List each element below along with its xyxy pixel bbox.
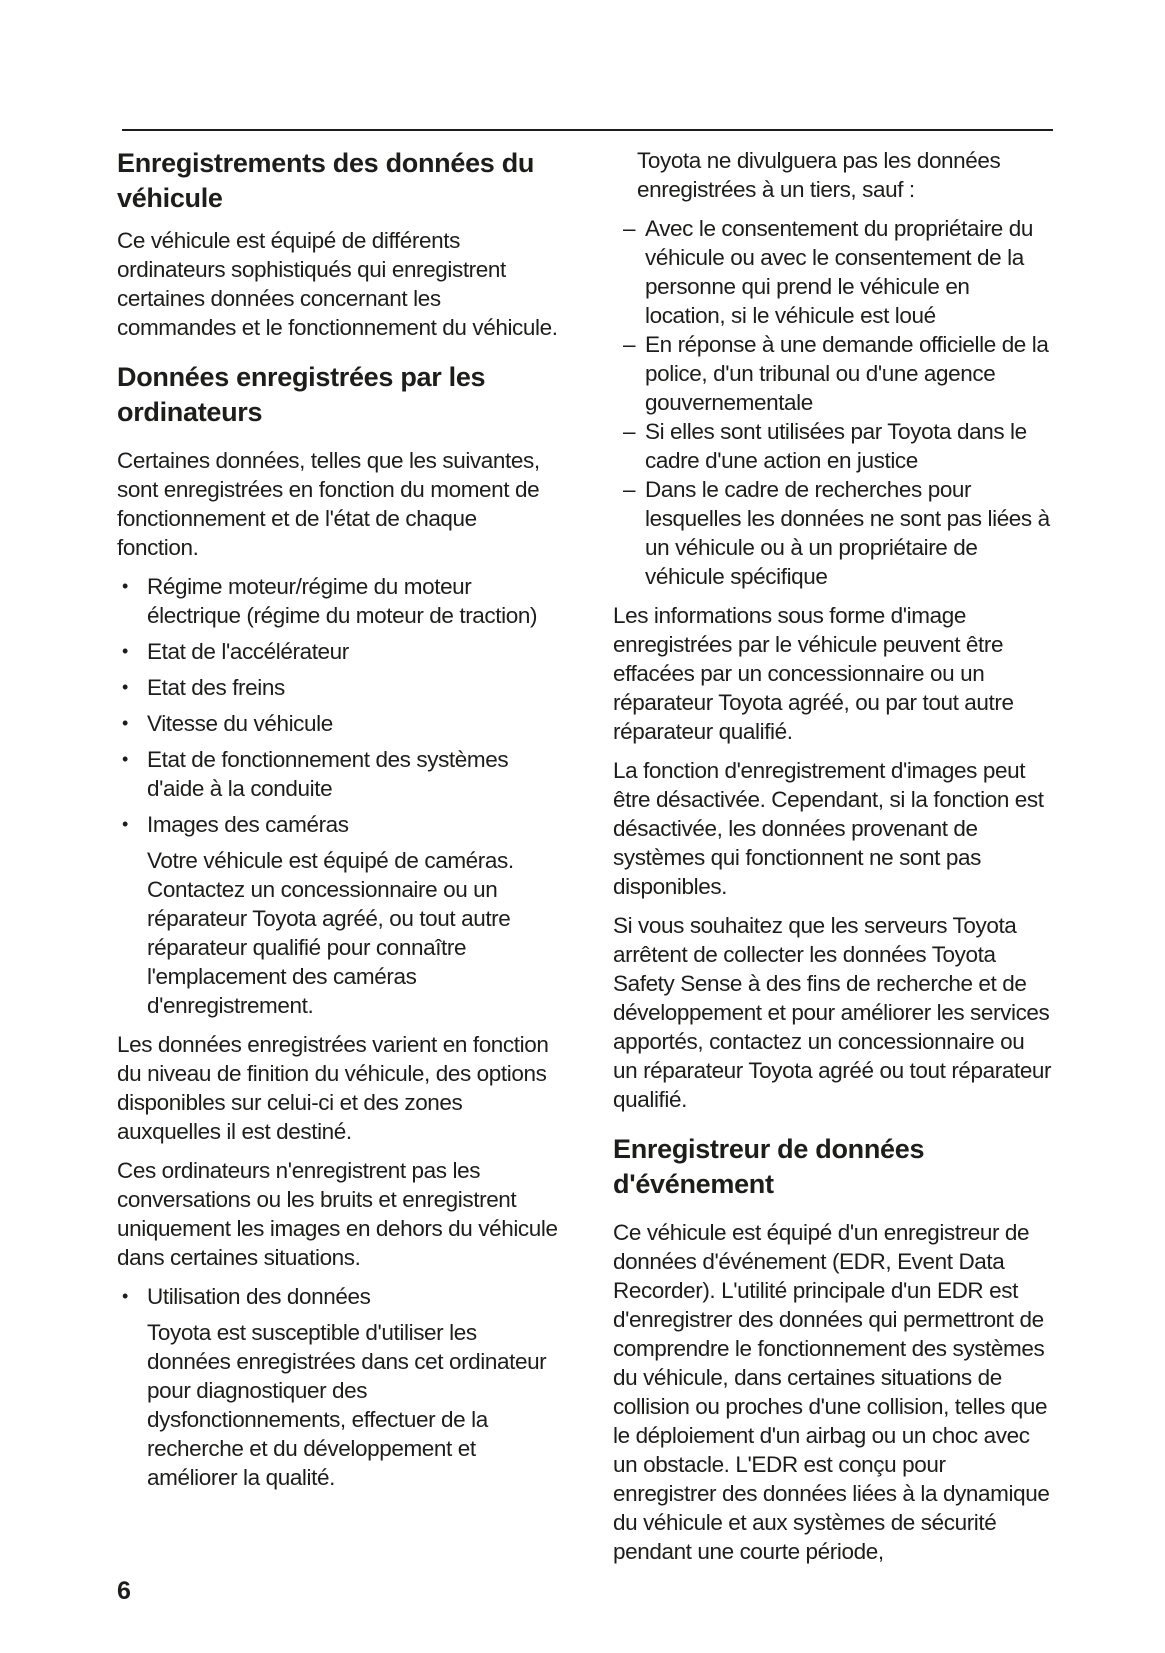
- dash-icon: –: [623, 216, 636, 241]
- list-item: [613, 417, 1053, 475]
- list-item: [613, 330, 1053, 417]
- list-item: [117, 1282, 562, 1311]
- page-number: 6: [117, 1577, 131, 1605]
- list-item-text: Dans le cadre de recherches pour lesquelles les données ne sont pas liées à un véhicule ou à un propriétaire de véhicule spécifique: [645, 477, 1050, 589]
- recorded-data-list: [117, 572, 562, 1020]
- paragraph: Ces ordinateurs n'enregistrent pas les conversations ou les bruits et enregistrent uniquement les images en dehors du véhicule dans certaines situations.: [117, 1158, 558, 1270]
- paragraph: Les données enregistrées varient en fonction du niveau de finition du véhicule, des options disponibles sur celui-ci et des zones auxquelles il est destiné.: [117, 1032, 549, 1144]
- section-heading-vehicle-data-records: Enregistrements des données du véhicule: [117, 148, 535, 213]
- list-item-text: Etat des freins: [147, 675, 285, 700]
- bullet-icon: •: [122, 749, 129, 769]
- disclosure-exceptions-list: [613, 214, 1053, 591]
- list-item: [117, 673, 562, 702]
- list-item: [117, 810, 562, 839]
- list-item: [613, 214, 1053, 330]
- list-item: [117, 709, 562, 738]
- bullet-icon: •: [122, 814, 129, 834]
- list-item-text: Régime moteur/régime du moteur électrique (régime du moteur de traction): [147, 574, 538, 628]
- list-item-text: Avec le consentement du propriétaire du véhicule ou avec le consentement de la personne qui prend le véhicule en location, si le véhicule est loué: [645, 216, 1033, 328]
- dash-icon: –: [623, 419, 636, 444]
- top-rule: [122, 129, 1053, 131]
- data-usage-list: [117, 1282, 562, 1492]
- section-heading-computer-recorded-data: Données enregistrées par les ordinateurs: [117, 362, 486, 427]
- list-item-text: Etat de l'accélérateur: [147, 639, 349, 664]
- left-column: [117, 146, 562, 1576]
- list-item-text: Si elles sont utilisées par Toyota dans le cadre d'une action en justice: [645, 419, 1027, 473]
- paragraph: La fonction d'enregistrement d'images peut être désactivée. Cependant, si la fonction est désactivée, les données provenant de systèmes qui fonctionnent ne sont pas disponibles.: [613, 758, 1044, 899]
- bullet-icon: •: [122, 641, 129, 661]
- paragraph: Toyota ne divulguera pas les données enregistrées à un tiers, sauf :: [637, 148, 1001, 202]
- list-item-text: Vitesse du véhicule: [147, 711, 333, 736]
- dash-icon: –: [623, 477, 636, 502]
- list-item-text: Utilisation des données: [147, 1284, 371, 1309]
- section-heading-event-data-recorder: Enregistreur de données d'événement: [613, 1134, 925, 1199]
- paragraph: Ce véhicule est équipé de différents ordinateurs sophistiqués qui enregistrent certaines données concernant les commandes et le fonctionnement du véhicule.: [117, 228, 558, 340]
- list-item-text: Images des caméras: [147, 812, 349, 837]
- list-item-subtext: Toyota est susceptible d'utiliser les données enregistrées dans cet ordinateur pour diagnostiquer des dysfonctionnements, effectuer de la recherche et du développement et améliorer la qualité.: [147, 1320, 547, 1490]
- list-item: [117, 572, 562, 630]
- right-column: [613, 146, 1053, 1576]
- list-item: [117, 637, 562, 666]
- list-item-subtext: Votre véhicule est équipé de caméras. Contactez un concessionnaire ou un réparateur Toyota agréé, ou tout autre réparateur qualifié pour connaître l'emplacement des caméras d'enregistrement.: [147, 848, 514, 1018]
- list-item: [117, 745, 562, 803]
- bullet-icon: •: [122, 1286, 129, 1306]
- paragraph: Ce véhicule est équipé d'un enregistreur de données d'événement (EDR, Event Data Recorder). L'utilité principale d'un EDR est d'enregistrer des données qui permettront de comprendre le fonctionnement des systèmes du véhicule, dans certaines situations de collision ou proches d'une collision, telles que le déploiement d'un airbag ou un choc avec un obstacle. L'EDR est conçu pour enregistrer des données liées à la dynamique du véhicule et aux systèmes de sécurité pendant une courte période,: [613, 1220, 1050, 1564]
- bullet-icon: •: [122, 576, 129, 596]
- dash-icon: –: [623, 332, 636, 357]
- bullet-icon: •: [122, 677, 129, 697]
- bullet-icon: •: [122, 713, 129, 733]
- paragraph: Si vous souhaitez que les serveurs Toyota arrêtent de collecter les données Toyota Safety Sense à des fins de recherche et de développement et pour améliorer les services apportés, contactez un concessionnaire ou un réparateur Toyota agréé ou tout réparateur qualifié.: [613, 913, 1052, 1112]
- list-item-text: En réponse à une demande officielle de la police, d'un tribunal ou d'une agence gouvernementale: [645, 332, 1049, 415]
- list-item-text: Etat de fonctionnement des systèmes d'aide à la conduite: [147, 747, 509, 801]
- list-item: [613, 475, 1053, 591]
- paragraph: Certaines données, telles que les suivantes, sont enregistrées en fonction du moment de fonctionnement et de l'état de chaque fonction.: [117, 448, 540, 560]
- page-body: [117, 146, 1053, 1576]
- paragraph: Les informations sous forme d'image enregistrées par le véhicule peuvent être effacées par un concessionnaire ou un réparateur Toyota agréé, ou par tout autre réparateur qualifié.: [613, 603, 1014, 744]
